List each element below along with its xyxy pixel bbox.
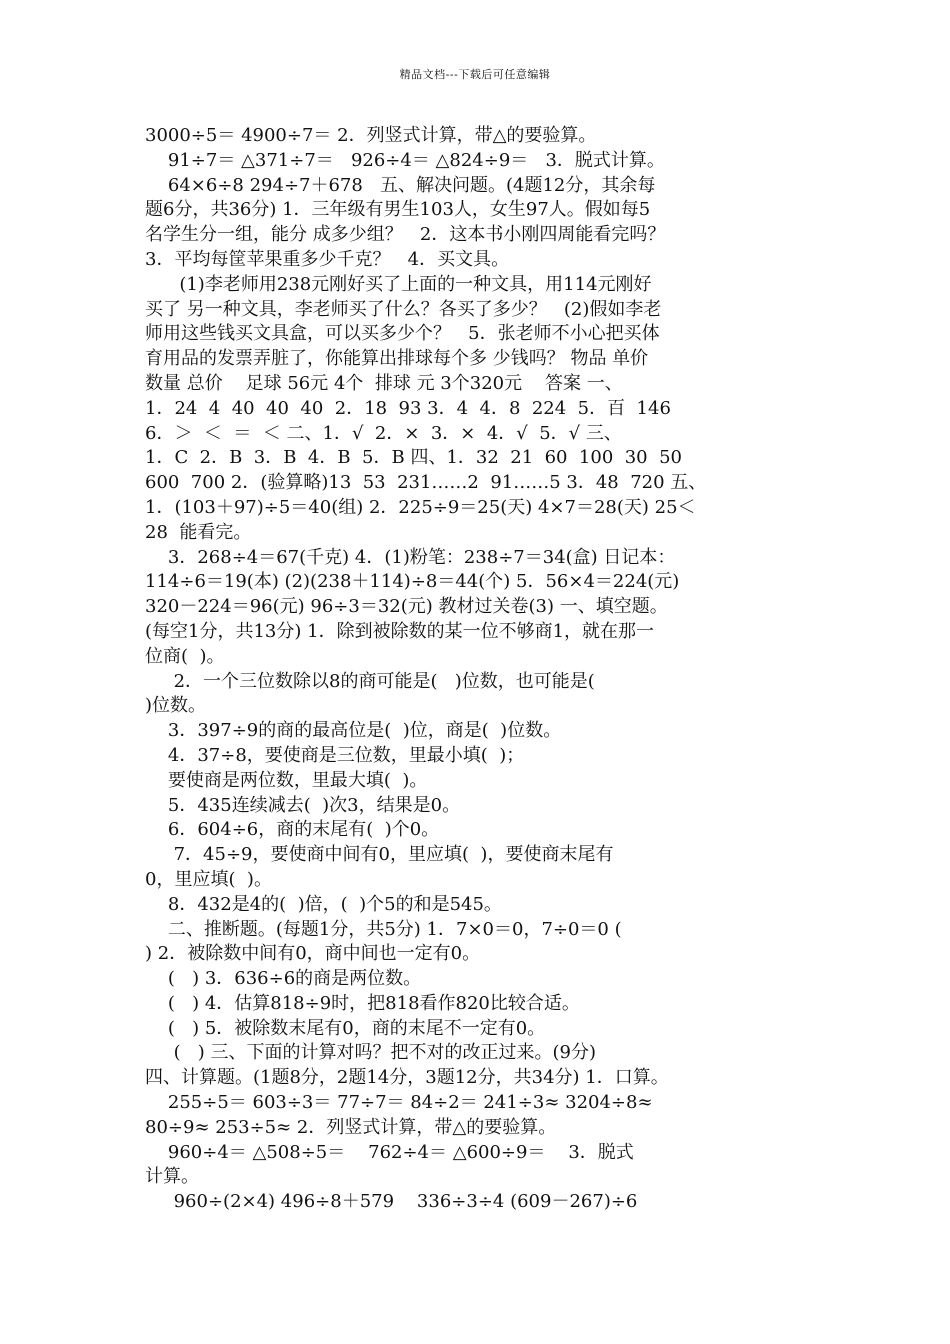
text-line: 255÷5＝ 603÷3＝ 77÷7＝ 84÷2＝ 241÷3≈ 3204÷8≈: [145, 1092, 653, 1114]
text-line: 1．24 4 40 40 40 2．18 93 3．4 4．8 224 5．百 146: [145, 397, 671, 419]
text-line: 2．一个三位数除以8的商可能是( )位数，也可能是(: [145, 670, 595, 692]
text-line: 4．37÷8，要使商是三位数，里最小填( )；: [145, 744, 525, 766]
text-line: 3000÷5＝ 4900÷7＝ 2．列竖式计算，带△的要验算。: [145, 125, 597, 146]
text-line: 位商( )。: [145, 645, 225, 667]
page-header: 精品文档---下载后可任意编辑: [399, 68, 551, 81]
text-line: 题6分，共36分) 1．三年级有男生103人，女生97人。假如每5: [145, 199, 651, 221]
text-line: 8．432是4的( )倍，( )个5的和是545。: [145, 893, 502, 915]
text-line: (1)李老师用238元刚好买了上面的一种文具，用114元刚好: [145, 273, 652, 295]
text-line: 600 700 2．(验算略)13 53 231……2 91……5 3．48 720 五、: [145, 472, 707, 494]
text-line: ( ) 5．被除数末尾有0，商的末尾不一定有0。: [145, 1017, 546, 1039]
text-line: ( ) 4．估算818÷9时，把818看作820比较合适。: [145, 992, 580, 1014]
text-line: 6．604÷6，商的末尾有( )个0。: [145, 819, 440, 841]
text-line: 二、推断题。(每题1分，共5分) 1．7×0＝0，7÷0＝0 (: [145, 918, 622, 940]
text-line: 师用这些钱买文具盒，可以买多少个？ 5．张老师不小心把买体: [145, 323, 660, 345]
text-line: 买了 另一种文具，李老师买了什么？各买了多少？ (2)假如李老: [145, 298, 662, 320]
text-line: 1．(103＋97)÷5＝40(组) 2．225÷9＝25(天) 4×7＝28(天) 25＜: [145, 496, 696, 518]
text-line: 计算。: [145, 1166, 199, 1188]
text-line: 四、计算题。(1题8分，2题14分，3题12分，共34分) 1．口算。: [145, 1067, 669, 1089]
text-line: 91÷7＝ △371÷7＝ 926÷4＝ △824÷9＝ 3．脱式计算。: [145, 149, 665, 171]
text-line: 3．268÷4＝67(千克) 4．(1)粉笔：238÷7＝34(盒) 日记本：: [145, 546, 676, 568]
text-line: 0，里应填( )。: [145, 868, 272, 890]
text-line: ( ) 三、下面的计算对吗？把不对的改正过来。(9分): [145, 1042, 597, 1064]
text-line: 6．＞ ＜ ＝ ＜ 二、1．√ 2．× 3．× 4．√ 5．√ 三、: [145, 422, 622, 444]
text-line: 28 能看完。: [145, 521, 252, 543]
text-line: 960÷4＝ △508÷5＝ 762÷4＝ △600÷9＝ 3．脱式: [145, 1141, 634, 1163]
text-line: 1．C 2．B 3．B 4．B 5．B 四、1．32 21 60 100 30 50: [145, 447, 682, 469]
text-line: 数量 总价 足球 56元 4个 排球 元 3个320元 答案 一、: [145, 372, 623, 394]
text-line: 80÷9≈ 253÷5≈ 2．列竖式计算，带△的要验算。: [145, 1116, 557, 1138]
text-line: 要使商是两位数，里最大填( )。: [145, 769, 428, 791]
text-line: 育用品的发票弄脏了，你能算出排球每个多 少钱吗？ 物品 单价: [145, 348, 649, 370]
body-text: [145, 124, 813, 1215]
text-line: 3．平均每筐苹果重多少千克？ 4．买文具。: [145, 248, 510, 270]
text-line: 64×6÷8 294÷7＋678 五、解决问题。(4题12分，其余每: [145, 174, 656, 196]
text-line: 7．45÷9，要使商中间有0，里应填( )，要使商末尾有: [145, 844, 614, 866]
text-line: (每空1分，共13分) 1．除到被除数的某一位不够商1，就在那一: [145, 620, 655, 642]
text-line: 320－224＝96(元) 96÷3＝32(元) 教材过关卷(3) 一、填空题。: [145, 596, 668, 618]
text-line: 3．397÷9的商的最高位是( )位，商是( )位数。: [145, 720, 562, 742]
text-line: 960÷(2×4) 496÷8＋579 336÷3÷4 (609－267)÷6: [145, 1191, 638, 1213]
text-line: 114÷6＝19(本) (2)(238＋114)÷8＝44(个) 5．56×4＝224(元): [145, 571, 680, 593]
text-line: 5．435连续减去( )次3，结果是0。: [145, 794, 461, 816]
text-line: ( ) 3．636÷6的商是两位数。: [145, 968, 422, 990]
text-line: 名学生分一组，能分 成多少组？ 2．这本书小刚四周能看完吗？: [145, 224, 666, 246]
text-line: )位数。: [145, 695, 207, 717]
text-line: ) 2．被除数中间有0，商中间也一定有0。: [145, 943, 481, 965]
